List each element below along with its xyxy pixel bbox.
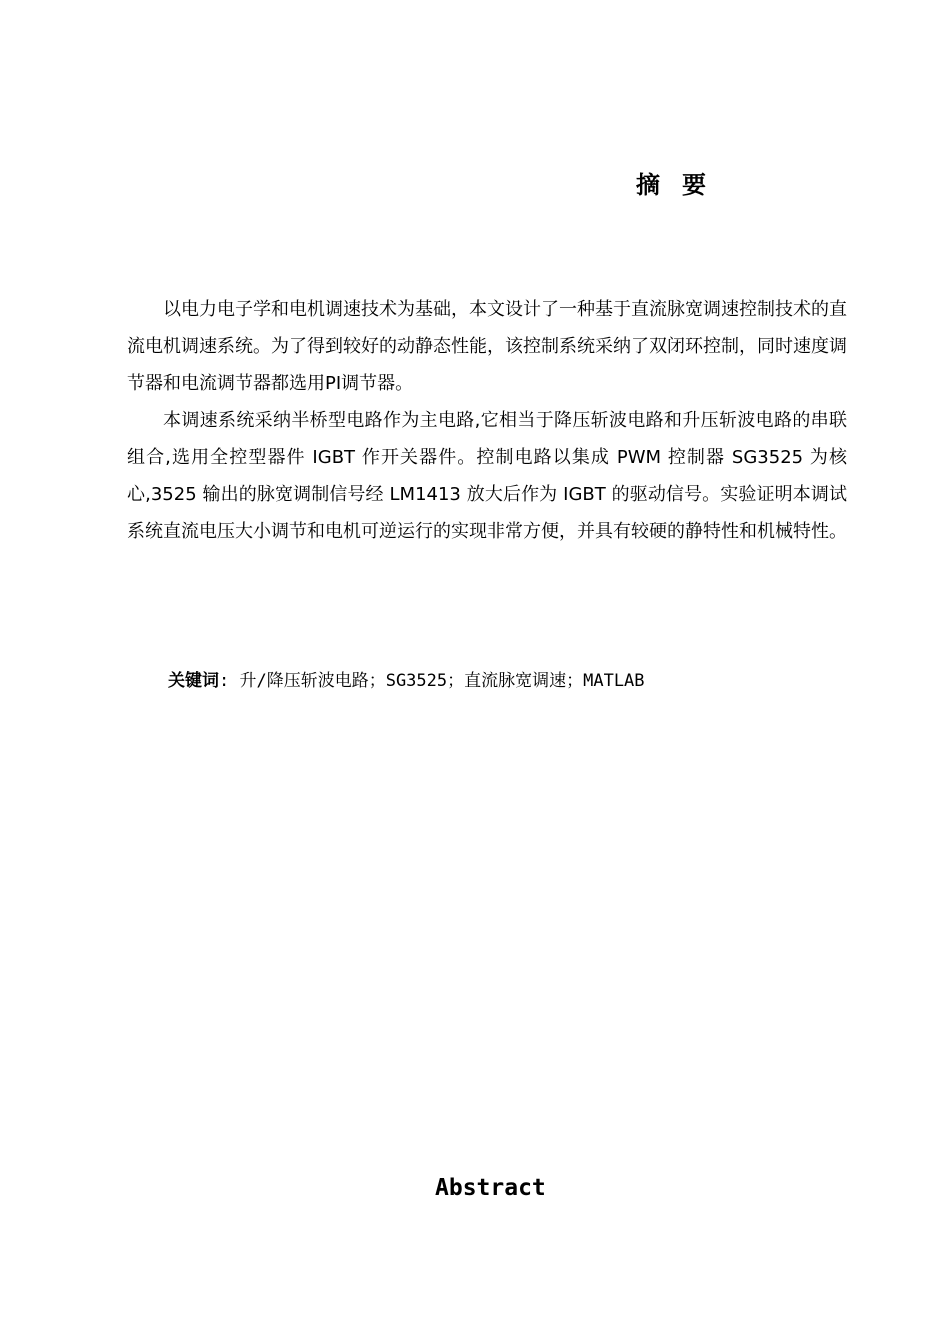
english-abstract-title: Abstract	[435, 1175, 546, 1201]
keywords-text: : 升/降压斩波电路；SG3525；直流脉宽调速；MATLAB	[219, 671, 645, 691]
keywords-line	[168, 665, 645, 697]
abstract-body	[127, 291, 847, 550]
abstract-paragraph-1: 以电力电子学和电机调速技术为基础，本文设计了一种基于直流脉宽调速控制技术的直流电机调速系统。为了得到较好的动静态性能，该控制系统采纳了双闭环控制，同时速度调节器和电流调节器都选用PI调节器。	[127, 299, 847, 394]
abstract-paragraph-2: 本调速系统采纳半桥型电路作为主电路,它相当于降压斩波电路和升压斩波电路的串联组合,选用全控型器件 IGBT 作开关器件。控制电路以集成 PWM 控制器 SG3525 为核心,3525 输出的脉宽调制信号经 LM1413 放大后作为 IGBT 的驱动信号。实验证明本调试系统直流电压大小调节和电机可逆运行的实现非常方便，并具有较硬的静特性和机械特性。	[127, 410, 847, 542]
abstract-title: 摘要	[636, 171, 728, 199]
keywords-label: 关键词	[168, 671, 219, 691]
